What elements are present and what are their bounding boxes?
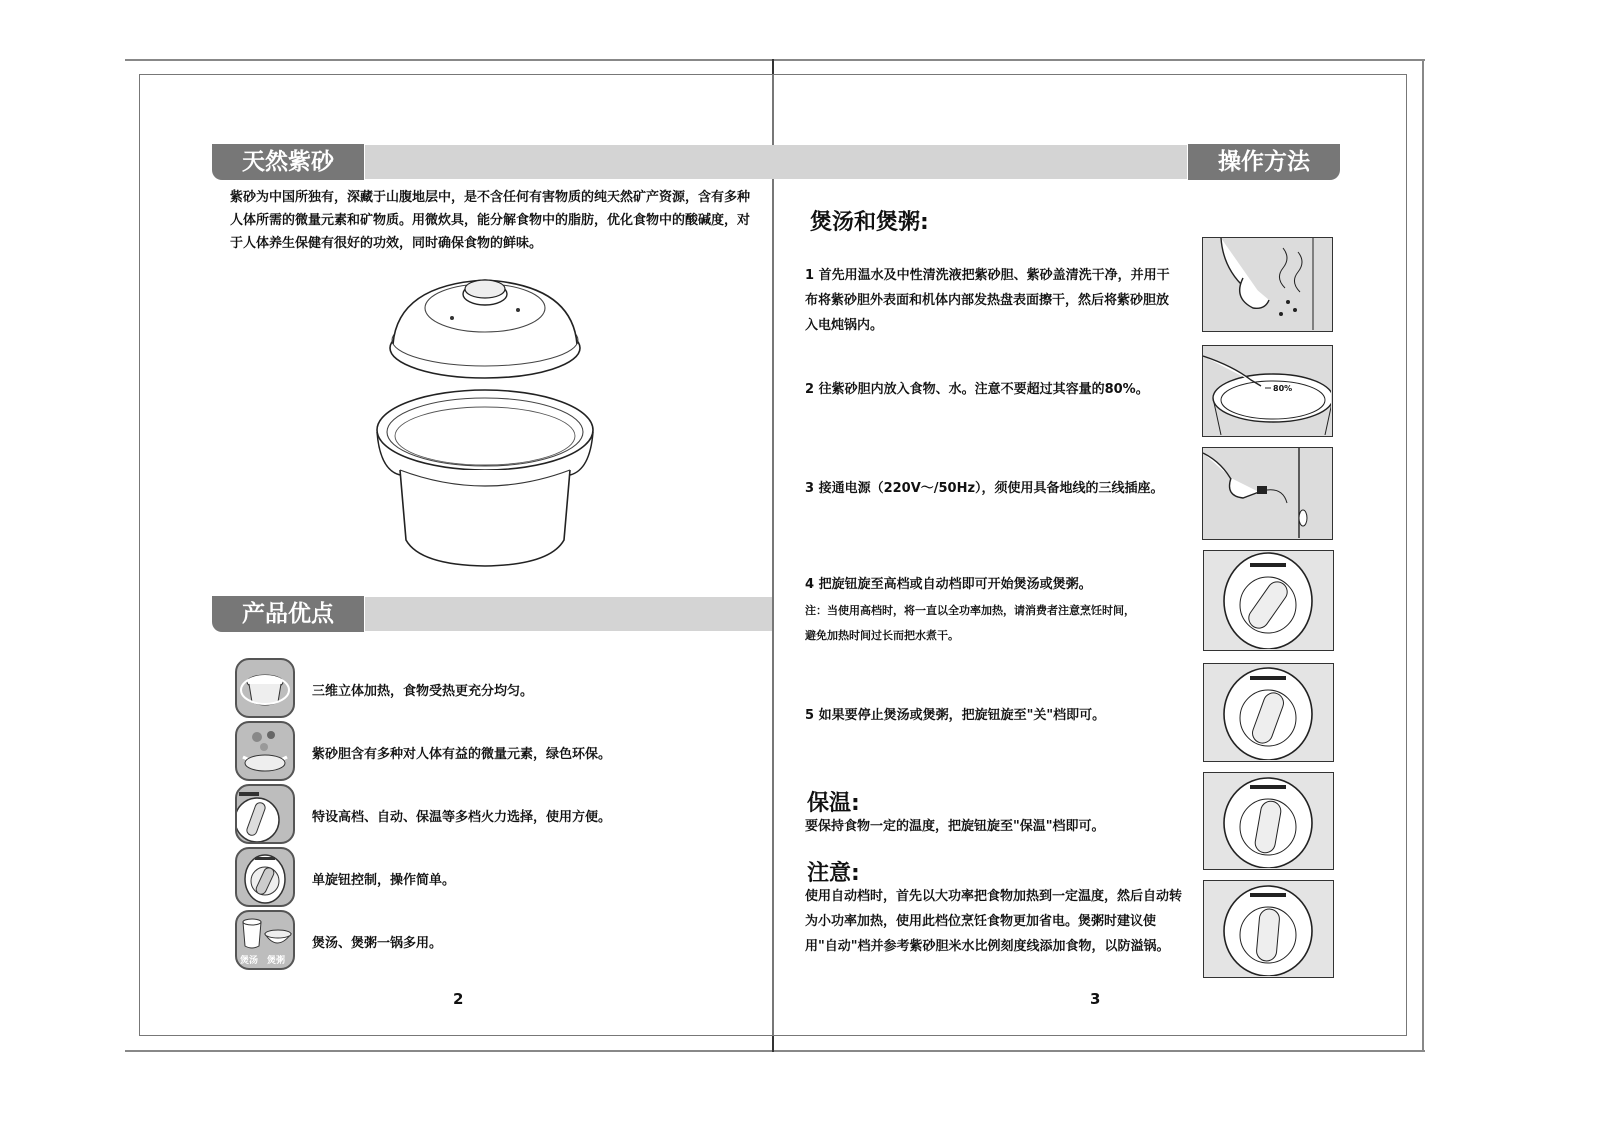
top-rule xyxy=(125,59,1425,61)
page-number-left: 2 xyxy=(453,990,464,1008)
step-5-text: 5 如果要停止煲汤或煲粥，把旋钮旋至"关"档即可。 xyxy=(805,708,1106,723)
section-title-advantages: 产品优点 xyxy=(212,596,364,632)
mineral-elements-icon xyxy=(235,721,295,781)
single-knob-icon xyxy=(235,847,295,907)
keep-warm-knob-illustration xyxy=(1203,772,1334,870)
notice-text: 使用自动档时，首先以大功率把食物加热到一定温度，然后自动转为小功率加热，使用此档位烹饪食物更加省电。煲粥时建议使用"自动"档并参考紫砂胆米水比例刻度线添加食物，以防溢锅。 xyxy=(805,889,1183,954)
clay-pot-heating-icon xyxy=(235,658,295,718)
step-4-text: 4 把旋钮旋至高档或自动档即可开始煲汤或煲粥。 xyxy=(805,577,1092,592)
keep-warm-heading: 保温: xyxy=(807,791,860,816)
clay-pot-illustration xyxy=(360,270,610,575)
control-knob-icon xyxy=(235,784,295,844)
advantages-banner xyxy=(365,597,772,631)
soup-porridge-icon xyxy=(235,910,295,970)
auto-mode-knob-illustration xyxy=(1203,880,1334,978)
porridge-label: 煲粥 xyxy=(267,956,286,966)
step-4-note: 注：当使用高档时，将一直以全功率加热，请消费者注意烹饪时间，避免加热时间过长而把水煮干。 xyxy=(805,604,1135,642)
soup-porridge-heading: 煲汤和煲粥: xyxy=(810,210,929,235)
feature-text-4: 单旋钮控制，操作简单。 xyxy=(312,873,456,888)
fill-level-label: 80% xyxy=(1273,384,1293,393)
step-2-text: 2 往紫砂胆内放入食物、水。注意不要超过其容量的80%。 xyxy=(805,382,1149,397)
step-1-text: 1 首先用温水及中性清洗液把紫砂胆、紫砂盖清洗干净，并用干布将紫砂胆外表面和机体内部发热盘表面擦干，然后将紫砂胆放入电炖锅内。 xyxy=(805,268,1170,333)
notice-heading: 注意: xyxy=(807,861,860,886)
step-3-text: 3 接通电源（220V～/50Hz），须使用具备地线的三线插座。 xyxy=(805,481,1164,496)
section-title-operation: 操作方法 xyxy=(1188,144,1340,180)
step-2-fill-level-illustration xyxy=(1202,345,1333,437)
step-4-knob-illustration xyxy=(1203,550,1334,651)
soup-label: 煲汤 xyxy=(240,956,259,966)
feature-text-3: 特设高档、自动、保温等多档火力选择，使用方便。 xyxy=(312,810,612,825)
feature-text-5: 煲汤、煲粥一锅多用。 xyxy=(312,936,443,951)
page-number-right: 3 xyxy=(1090,990,1101,1008)
bottom-rule xyxy=(125,1050,1425,1052)
top-banner xyxy=(365,145,1187,179)
right-edge-rule xyxy=(1422,59,1424,1052)
intro-paragraph: 紫砂为中国所独有，深藏于山腹地层中，是不含任何有害物质的纯天然矿产资源，含有多种人体所需的微量元素和矿物质。用微炊具，能分解食物中的脂肪，优化食物中的酸碱度，对于人体养生保健有很好的功效，同时确保食物的鲜味。 xyxy=(230,190,751,251)
step-1-cleaning-illustration xyxy=(1202,237,1333,332)
feature-text-1: 三维立体加热，食物受热更充分均匀。 xyxy=(312,684,534,699)
section-title-natural-clay: 天然紫砂 xyxy=(212,144,364,180)
keep-warm-text: 要保持食物一定的温度，把旋钮旋至"保温"档即可。 xyxy=(805,819,1105,834)
feature-text-2: 紫砂胆含有多种对人体有益的微量元素，绿色环保。 xyxy=(312,747,612,762)
step-3-plug-illustration xyxy=(1202,447,1333,540)
step-5-knob-off-illustration xyxy=(1203,663,1334,762)
